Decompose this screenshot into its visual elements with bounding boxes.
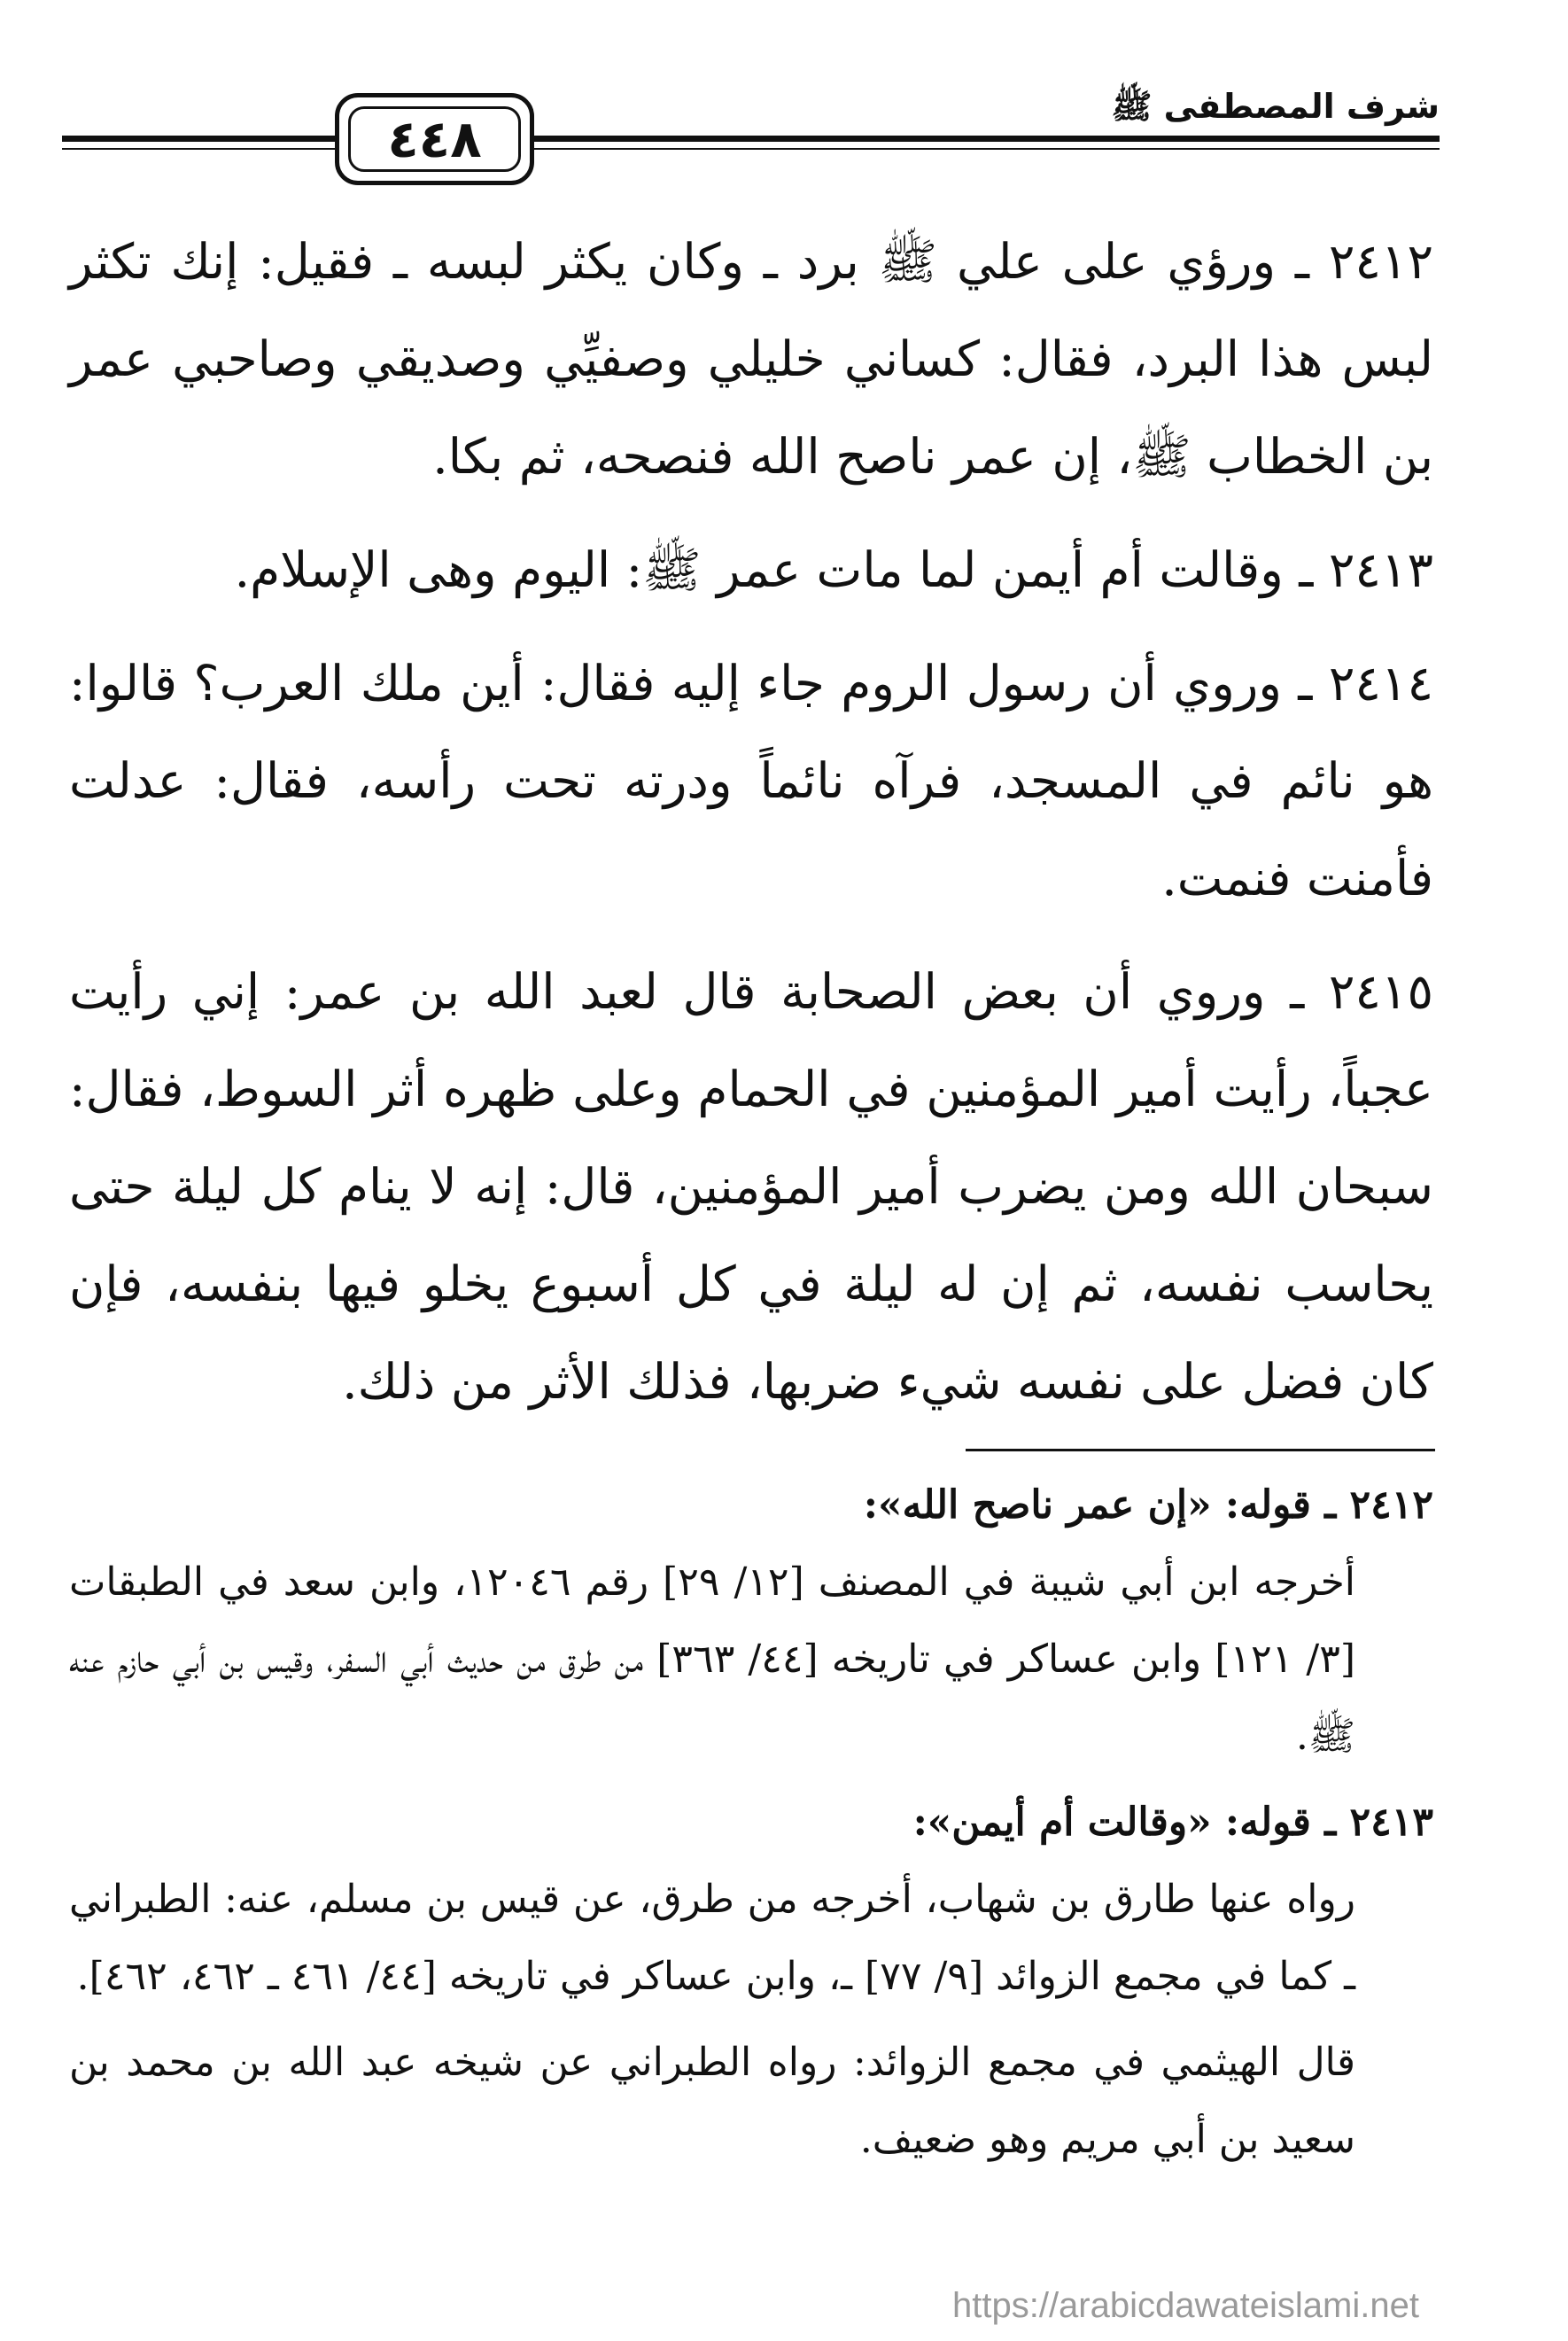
- page-number-frame: [335, 93, 534, 185]
- footnote-heading-2413: ٢٤١٣ ـ قوله: «وقالت أم أيمن»:: [912, 1800, 1433, 1845]
- book-title: شرف المصطفى ﷺ: [1111, 87, 1440, 126]
- page-header: [62, 75, 1440, 191]
- header-rule: [62, 136, 1440, 142]
- paragraph-2412: ٢٤١٢ ـ ورؤي على علي ﷺ برد ـ وكان يكثر لبسه ـ فقيل: إنك تكثر لبس هذا البرد، فقال: كساني خليلي وصفيِّي وصديقي وصاحبي عمر بن الخطاب ﷺ، إن عمر ناصح الله فنصحه، ثم بكا.: [69, 233, 1433, 485]
- footnote-heading-2412: ٢٤١٢ ـ قوله: «إن عمر ناصح الله»:: [863, 1482, 1433, 1528]
- main-text: [69, 213, 1433, 1446]
- paragraph-2414: ٢٤١٤ ـ وروي أن رسول الروم جاء إليه فقال: أين ملك العرب؟ قالوا: هو نائم في المسجد، فرآه نائماً ودرته تحت رأسه، فقال: عدلت فأمنت فنمت.: [69, 655, 1433, 906]
- paragraph-2415: ٢٤١٥ ـ وروي أن بعض الصحابة قال لعبد الله بن عمر: إني رأيت عجباً، رأيت أمير المؤمنين في الحمام وعلى ظهره أثر السوط، فقال: سبحان الله ومن يضرب أمير المؤمنين، قال: إنه لا ينام كل ليلة حتى يحاسب نفسه، ثم إن له ليلة في كل أسبوع يخلو فيها بنفسه، فإن كان فضل على نفسه شيء ضربها، فذلك الأثر من ذلك.: [69, 963, 1433, 1410]
- footnotes: [69, 1466, 1433, 2187]
- footnote-body-2413: رواه عنها طارق بن شهاب، أخرجه من طرق، عن قيس بن مسلم، عنه: الطبراني ـ كما في مجمع الزوائد [٩/ ٧٧] ـ، وابن عساكر في تاريخه [٤٤/ ٤٦١ ـ ٤٦٢، ٤٦٢].: [69, 1877, 1355, 1999]
- footnote-body-2413-note: قال الهيثمي في مجمع الزوائد: رواه الطبراني عن شيخه عبد الله بن محمد بن سعيد بن أبي مريم وهو ضعيف.: [69, 2040, 1355, 2162]
- page-number: ٤٤٨: [348, 106, 521, 172]
- header-rule-thin: [62, 148, 1440, 150]
- watermark-url: https://arabicdawateislami.net: [952, 2286, 1419, 2325]
- footnote-divider: [966, 1449, 1435, 1451]
- paragraph-2413: ٢٤١٣ ـ وقالت أم أيمن لما مات عمر ﷺ: اليوم وهى الإسلام.: [234, 541, 1433, 598]
- footnote-body-2412: أخرجه ابن أبي شيبة في المصنف [١٢/ ٢٩] رقم ١٢٠٤٦، وابن سعد في الطبقات [٣/ ١٢١] وابن عساكر في تاريخه [٤٤/ ٣٦٣] من طرق من حديث أبي السفر، وقيس بن أبي حازم عنه ﷺ.: [69, 1559, 1356, 1759]
